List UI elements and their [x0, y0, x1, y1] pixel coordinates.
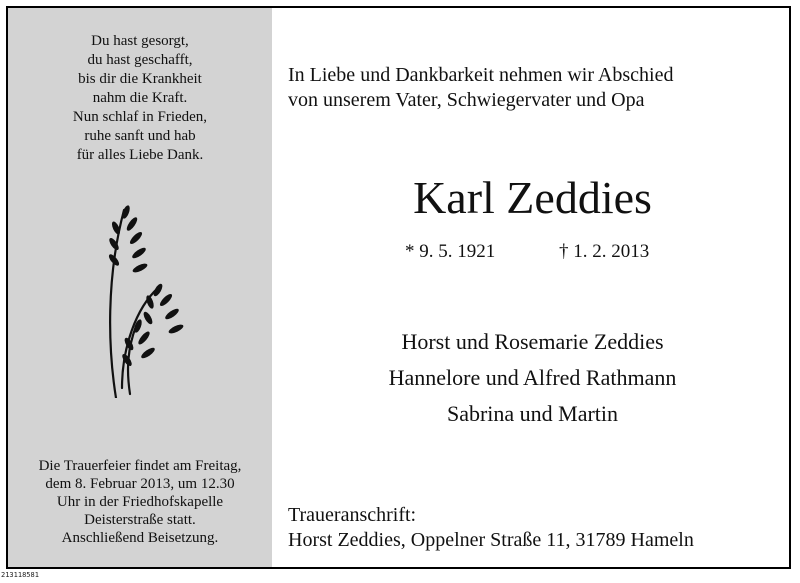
deceased-name: Karl Zeddies	[413, 172, 652, 223]
service-line: Uhr in der Friedhofskapelle	[56, 494, 224, 510]
birth-date: * 9. 5. 1921	[405, 241, 496, 262]
mourner-line: Horst und Rosemarie Zeddies	[401, 329, 664, 354]
intro-line: von unserem Vater, Schwiegervater und Opa	[288, 89, 645, 111]
poem-line: Nun schlaf in Frieden,	[72, 109, 208, 125]
life-dates	[272, 240, 793, 266]
poem-line: für alles Liebe Dank.	[76, 147, 204, 163]
obituary-notice	[6, 6, 791, 569]
service-line: Die Trauerfeier findet am Freitag,	[38, 458, 242, 474]
memorial-poem	[8, 32, 272, 165]
sidebar-panel	[8, 8, 272, 567]
death-date: † 1. 2. 2013	[559, 241, 650, 262]
poem-line: du hast geschafft,	[87, 52, 193, 68]
mourner-line: Sabrina und Martin	[446, 401, 619, 426]
address-line: Horst Zeddies, Oppelner Straße 11, 31789 Hameln	[288, 529, 694, 551]
service-line: Deisterstraße statt.	[84, 512, 196, 528]
intro-text	[288, 63, 788, 113]
intro-line: In Liebe und Dankbarkeit nehmen wir Abschied	[288, 64, 674, 86]
service-line: Anschließend Beisetzung.	[61, 530, 219, 546]
wheat-ears-icon	[96, 198, 192, 398]
poem-line: Du hast gesorgt,	[91, 33, 189, 49]
poem-line: nahm die Kraft.	[92, 90, 188, 106]
reference-code: 213118581	[1, 571, 39, 579]
poem-line: bis dir die Krankheit	[78, 71, 202, 87]
address-label: Traueranschrift:	[288, 504, 417, 526]
mourners-list	[272, 324, 793, 432]
mourning-address	[288, 503, 788, 553]
poem-line: ruhe sanft und hab	[84, 128, 196, 144]
mourner-line: Hannelore und Alfred Rathmann	[388, 365, 677, 390]
funeral-service-info	[8, 457, 272, 547]
service-line: dem 8. Februar 2013, um 12.30	[45, 476, 235, 492]
